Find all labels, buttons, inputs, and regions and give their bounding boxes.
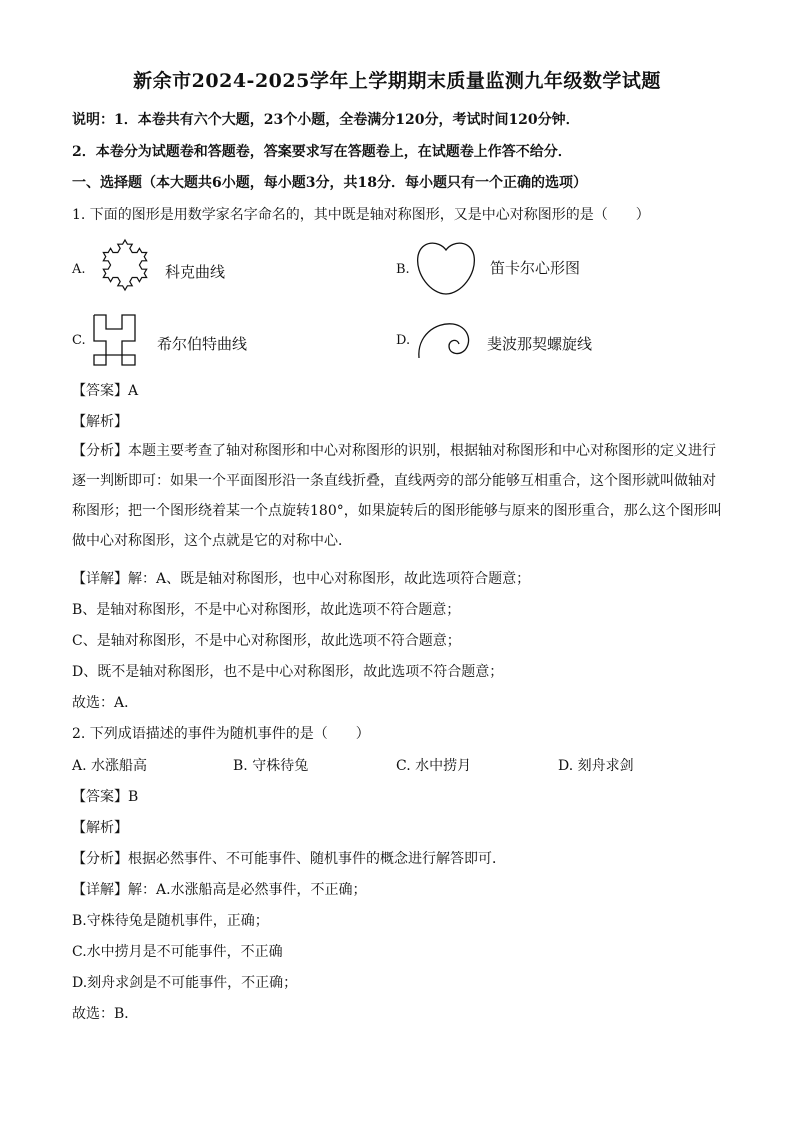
q2-choice-b: B. 守株待兔 — [233, 758, 309, 774]
q1-conclusion: 故选：A． — [72, 695, 139, 711]
q2-detail-line: B.守株待兔是随机事件，正确； — [72, 913, 269, 929]
q2-choice-a: A. 水涨船高 — [72, 758, 148, 774]
q2-analysis-tag: 【解析】 — [72, 820, 128, 836]
q2-conclusion: 故选：B． — [72, 1006, 139, 1022]
exam-title: 新余市2024-2025学年上学期期末质量监测九年级数学试题 — [133, 70, 661, 92]
q1-option-c-letter: C. — [72, 333, 86, 348]
q1-option-b-label: 笛卡尔心形图 — [490, 259, 581, 277]
q1-detail-line: D、既不是轴对称图形，也不是中心对称图形，故此选项不符合题意； — [72, 664, 504, 680]
q1-option-b-letter: B. — [396, 262, 410, 277]
section-heading: 一、选择题（本大题共6小题，每小题3分，共18分．每小题只有一个正确的选项） — [72, 175, 587, 191]
koch-snowflake-icon — [88, 228, 162, 302]
instructions-line-1: 说明：1．本卷共有六个大题，23个小题，全卷满分120分，考试时间120分钟． — [72, 112, 580, 128]
q1-analysis-tag: 【解析】 — [72, 414, 128, 430]
q1-analysis: 【分析】本题主要考查了轴对称图形和中心对称图形的识别，根据轴对称图形和中心对称图形的定义进行逐一判断即可：如果一个平面图形沿一条直线折叠，直线两旁的部分能够互相重合，这个图形就叫做轴对称图形；把一个图形绕着某一个点旋转180°，如果旋转后的图形能够与原来的图形重合，那么这个图形叫做中心对称图形，这个点就是它的对称中心． — [72, 443, 722, 549]
fibonacci-spiral-icon — [413, 318, 475, 362]
q1-option-a-letter: A. — [72, 262, 86, 277]
q1-stem: 1. 下面的图形是用数学家名字命名的，其中既是轴对称图形，又是中心对称图形的是（ ） — [72, 207, 650, 223]
q1-detail-line: B、是轴对称图形，不是中心对称图形，故此选项不符合题意； — [72, 602, 461, 618]
q1-option-c-label: 希尔伯特曲线 — [157, 335, 248, 353]
q2-detail-line: 【详解】解：A.水涨船高是必然事件，不正确； — [72, 882, 367, 898]
cardioid-icon — [413, 238, 479, 298]
q1-option-d-label: 斐波那契螺旋线 — [487, 335, 593, 353]
q1-option-d-letter: D. — [396, 333, 411, 348]
hilbert-curve-icon — [90, 311, 140, 369]
q2-detail-line: C.水中捞月是不可能事件，不正确 — [72, 944, 283, 960]
q2-detail-line: D.刻舟求剑是不可能事件，不正确； — [72, 975, 298, 991]
q2-answer: 【答案】B — [72, 789, 139, 805]
q2-stem: 2. 下列成语描述的事件为随机事件的是（ ） — [72, 726, 370, 742]
q1-detail-line: C、是轴对称图形，不是中心对称图形，故此选项不符合题意； — [72, 633, 461, 649]
q2-choice-d: D. 刻舟求剑 — [558, 758, 634, 774]
q1-option-a-label: 科克曲线 — [165, 263, 226, 281]
q2-choice-c: C. 水中捞月 — [396, 758, 472, 774]
q1-detail-line: 【详解】解：A、既是轴对称图形，也中心对称图形，故此选项符合题意； — [72, 571, 531, 587]
instructions-line-2: 2．本卷分为试题卷和答题卷，答案要求写在答题卷上，在试题卷上作答不给分． — [72, 144, 572, 160]
q1-answer: 【答案】A — [72, 383, 139, 399]
q2-analysis: 【分析】根据必然事件、不可能事件、随机事件的概念进行解答即可． — [72, 851, 506, 867]
